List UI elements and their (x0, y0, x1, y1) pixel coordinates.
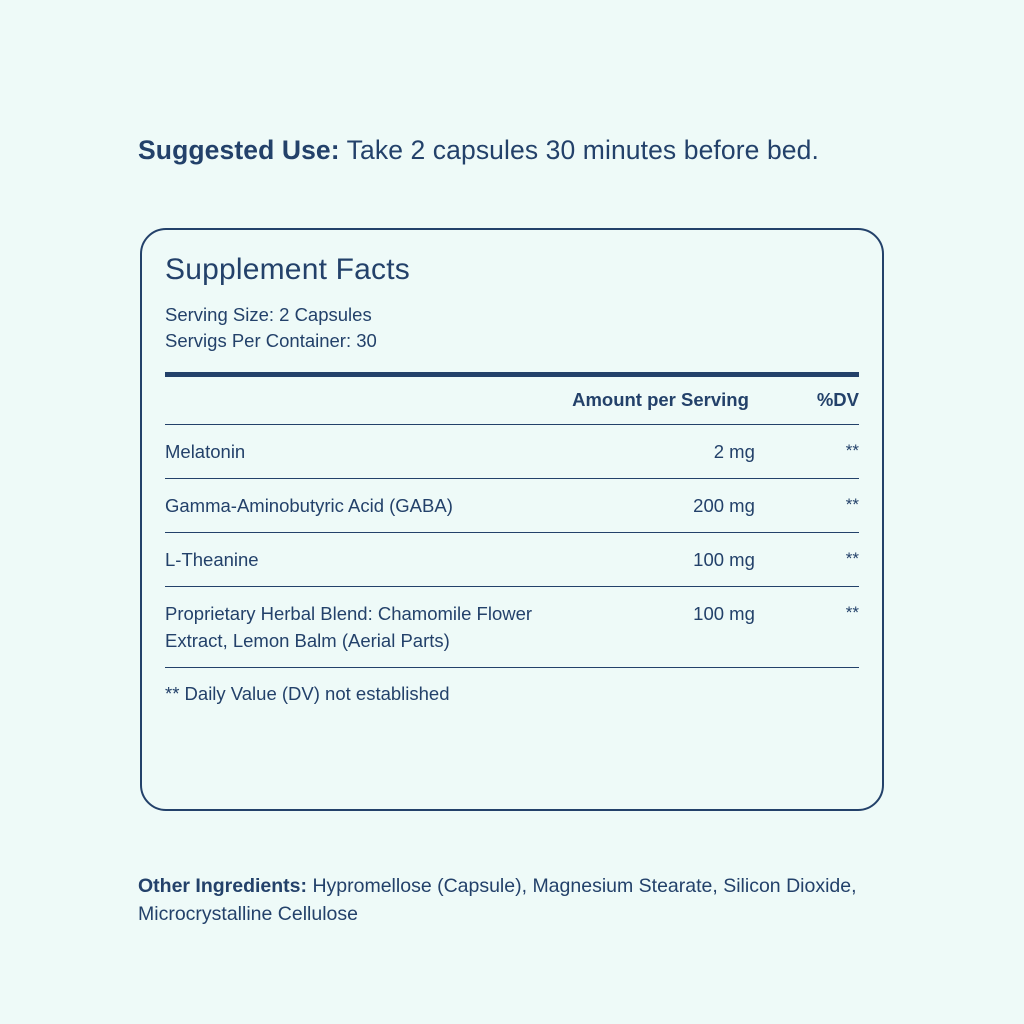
facts-table-body (165, 424, 859, 667)
table-row (165, 478, 859, 532)
header-name (165, 377, 554, 425)
header-amount-per-serving: Amount per Serving (572, 388, 749, 410)
supplement-facts-table (165, 377, 859, 667)
table-row (165, 587, 859, 667)
serving-size: Serving Size: 2 Capsules (165, 304, 372, 325)
table-row (165, 533, 859, 587)
daily-value-footnote: ** Daily Value (DV) not established (165, 667, 859, 705)
suggested-use-text: Take 2 capsules 30 minutes before bed. (339, 134, 819, 165)
ingredient-dv: ** (755, 533, 859, 587)
supplement-facts-content (165, 252, 859, 705)
ingredient-amount: 200 mg (554, 478, 755, 532)
ingredient-dv: ** (755, 424, 859, 478)
table-header-row (165, 377, 859, 425)
suggested-use-paragraph (138, 131, 878, 170)
ingredient-amount: 100 mg (554, 587, 755, 667)
supplement-facts-title: Supplement Facts (165, 253, 410, 286)
other-ingredients-paragraph (138, 872, 898, 930)
ingredient-name: Proprietary Herbal Blend: Chamomile Flower Extract, Lemon Balm (Aerial Parts) (165, 587, 554, 667)
ingredient-name: Melatonin (165, 424, 554, 478)
ingredient-amount: 100 mg (554, 533, 755, 587)
header-percent-dv: %DV (816, 388, 859, 410)
ingredient-dv: ** (755, 478, 859, 532)
ingredient-name: L-Theanine (165, 533, 554, 587)
ingredient-amount: 2 mg (554, 424, 755, 478)
suggested-use-label: Suggested Use: (138, 134, 340, 165)
ingredient-name: Gamma-Aminobutyric Acid (GABA) (165, 478, 554, 532)
table-row (165, 424, 859, 478)
other-ingredients-label: Other Ingredients: (138, 874, 308, 897)
supplement-facts-panel (140, 228, 884, 811)
other-ingredients-text: Hypromellose (Capsule), Magnesium Stearate, Silicon Dioxide, Microcrystalline Cellulose (138, 874, 857, 926)
ingredient-dv: ** (755, 587, 859, 667)
serving-info (165, 302, 859, 355)
facts-table-head (165, 377, 859, 425)
servings-per-container: Servigs Per Container: 30 (165, 330, 377, 352)
